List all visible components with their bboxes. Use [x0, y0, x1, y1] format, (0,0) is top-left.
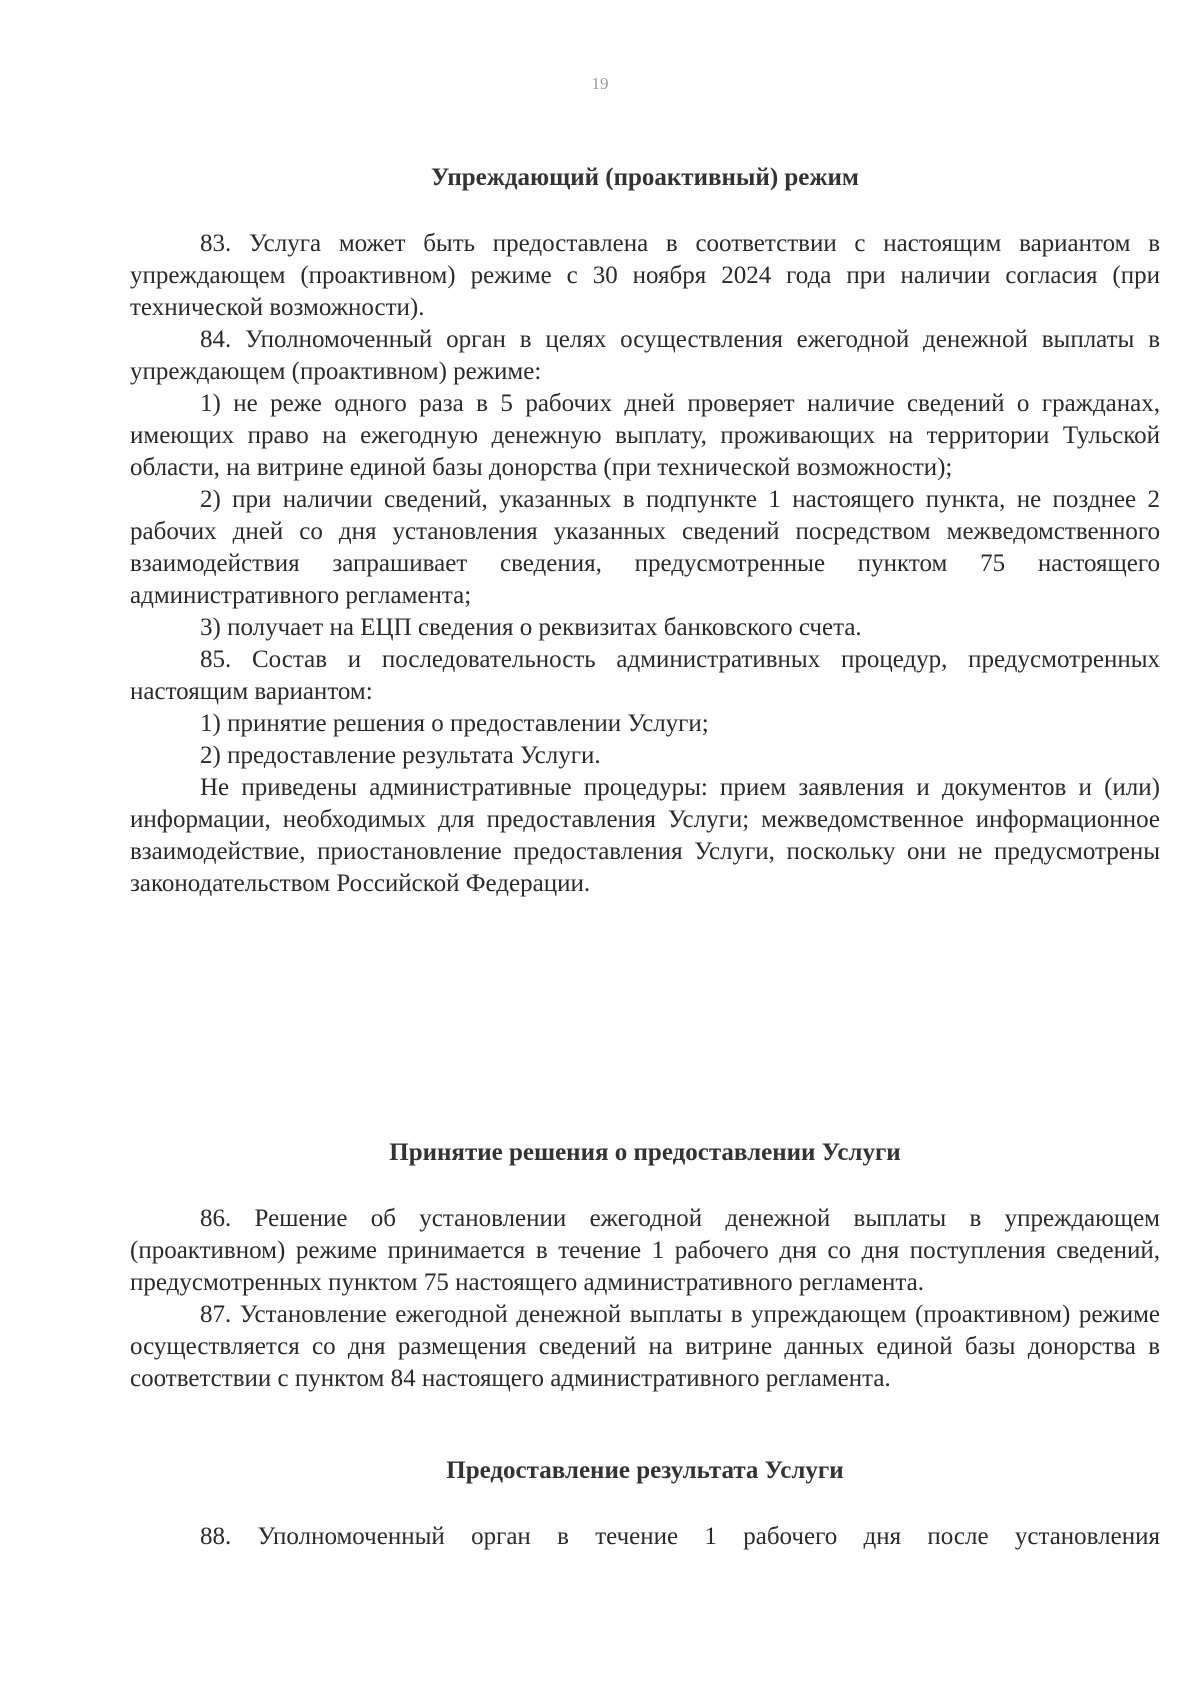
- paragraph-86: 86. Решение об установлении ежегодной денежной выплаты в упреждающем (проактивном) режиме принимается в течение 1 рабочего дня со дня поступления сведений, предусмотренных пунктом 75 настоящего административного регламента.: [130, 1205, 1160, 1296]
- section-heading-proactive-mode: Упреждающий (проактивный) режим: [431, 164, 859, 191]
- paragraph-84-item-2: 2) при наличии сведений, указанных в подпункте 1 настоящего пункта, не позднее 2 рабочих дней со дня установления указанных сведений посредством межведомственного взаимодействия запрашивает сведения, предусмотренные пунктом 75 настоящего административного регламента;: [130, 486, 1160, 609]
- page-number: 19: [591, 74, 609, 93]
- paragraph-84: 84. Уполномоченный орган в целях осуществления ежегодной денежной выплаты в упреждающем (проактивном) режиме:: [130, 326, 1160, 385]
- paragraph-88: 88. Уполномоченный орган в течение 1 рабочего дня после установления: [200, 1523, 1160, 1550]
- section-heading-result: Предоставление результата Услуги: [446, 1457, 844, 1484]
- paragraph-85-item-2: 2) предоставление результата Услуги.: [200, 742, 601, 769]
- section-proactive-mode: [130, 162, 1160, 900]
- section-decision: [130, 1137, 1160, 1395]
- section-result: [130, 1455, 1160, 1553]
- paragraph-85-item-1: 1) принятие решения о предоставлении Услуги;: [200, 710, 709, 737]
- paragraph-84-item-1: 1) не реже одного раза в 5 рабочих дней проверяет наличие сведений о гражданах, имеющих право на ежегодную денежную выплату, проживающих на территории Тульской области, на витрине единой базы донорства (при технической возможности);: [130, 390, 1160, 481]
- paragraph-84-item-3: 3) получает на ЕЦП сведения о реквизитах банковского счета.: [200, 614, 862, 641]
- paragraph-not-listed-procedures: Не приведены административные процедуры: прием заявления и документов и (или) информации, необходимых для предоставления Услуги; межведомственное информационное взаимодействие, приостановление предоставления Услуги, поскольку они не предусмотрены законодательством Российской Федерации.: [130, 774, 1160, 897]
- section-heading-decision: Принятие решения о предоставлении Услуги: [389, 1139, 901, 1166]
- paragraph-85: 85. Состав и последовательность административных процедур, предусмотренных настоящим вариантом:: [130, 646, 1160, 705]
- paragraph-83: 83. Услуга может быть предоставлена в соответствии с настоящим вариантом в упреждающем (проактивном) режиме с 30 ноября 2024 года при наличии согласия (при технической возможности).: [130, 230, 1160, 321]
- paragraph-87: 87. Установление ежегодной денежной выплаты в упреждающем (проактивном) режиме осуществляется со дня размещения сведений на витрине данных единой базы донорства в соответствии с пунктом 84 настоящего административного регламента.: [130, 1301, 1160, 1392]
